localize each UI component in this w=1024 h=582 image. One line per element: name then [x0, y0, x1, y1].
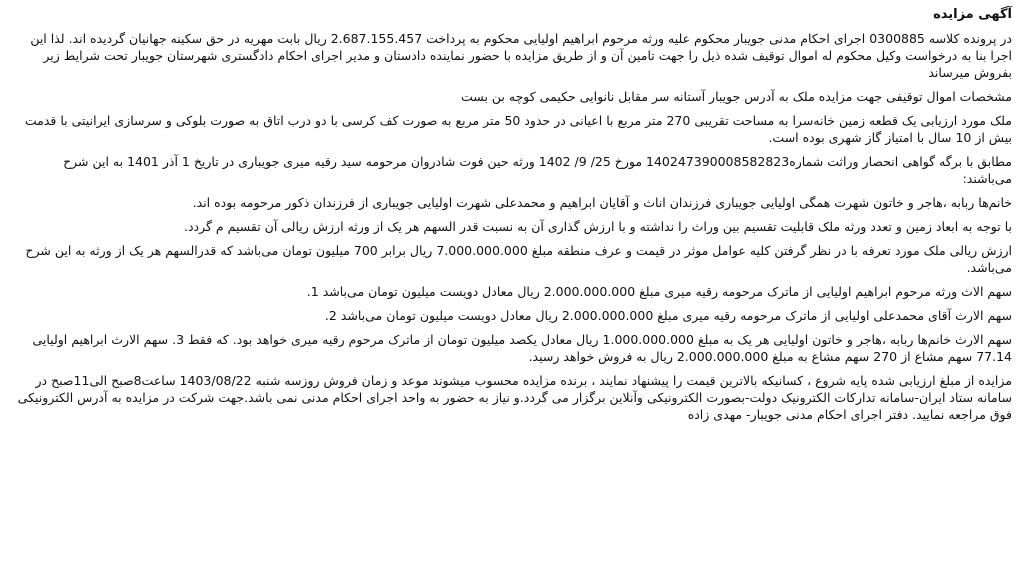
- case-intro-paragraph: در پرونده کلاسه 0300885 اجرای احکام مدنی جویبار محکوم علیه ورثه مرحوم ابراهیم اولیایی محکوم به پرداخت 2.687.155.457 ریال بابت مهریه در حق سکینه جهانیان گردیده اند. لذا این اجرا بنا به درخواست وکیل محکوم له اموال توقیف شده ذیل را جهت تامین آن و از طریق مزایده با حضور نماینده دادستان و مدیر اجرای احکام دادگستری شهرستان جویبار تحت شرایط زیر بفروش میرساند: [30, 31, 1012, 80]
- heirs-paragraph: خانم‌ها ربابه ،هاجر و خاتون شهرت همگی اولیایی جویباری فرزندان اناث و آقایان ابراهیم و محمدعلی شهرت اولیایی جویباری از فرزندان ذکور مرحومه بوده اند.: [192, 195, 1012, 210]
- valuation-paragraph: ارزش ریالی ملک مورد تعرفه با در نظر گرفتن کلیه عوامل موثر در قیمت و عرف منطقه مبلغ 7.000.000.000 ریال برابر 700 میلیون تومان می‌باشد که قدرالسهم هر یک از ورثه به این شرح می‌باشد.: [25, 243, 1012, 275]
- share-item-1: سهم الاث ورثه مرحوم ابراهیم اولیایی از ماترک مرحومه رقیه میری مبلغ 2.000.000.000 ریال معادل دویست میلیون تومان می‌باشد 1.: [306, 284, 1012, 299]
- division-paragraph: با توجه به ابعاد زمین و تعدد ورثه ملک قابلیت تقسیم بین وراث را نداشته و با ارزش گذاری آن به نسبت قدر السهم هر یک از ورثه ارزش ریالی آن تقسیم م گردد.: [183, 219, 1012, 234]
- share-item-2: سهم الارث آقای محمدعلی اولیایی از ماترک مرحومه رقیه میری مبلغ 2.000.000.000 ریال معادل دویست میلیون تومان می‌باشد 2.: [324, 308, 1012, 323]
- notice-title: آگهی مزایده: [933, 7, 1012, 22]
- inheritance-certificate-paragraph: مطابق با برگه گواهی انحصار وراثت شماره140247390008582823 مورخ 25/ 9/ 1402 ورثه حین فوت شادروان مرحومه سید رقیه میری جویباری در تاریخ 1 آذر 1401 به این شرح می‌باشند:: [63, 154, 1012, 186]
- auction-terms-paragraph: مزایده از مبلغ ارزیابی شده پایه شروع ، کسانیکه بالاترین قیمت را پیشنهاد نمایند ، برنده مزایده محسوب میشوند موعد و زمان فروش روزسه شنبه 1403/08/22 ساعت8صبح الی11صبح در سامانه ستاد ایران-سامانه تدارکات الکترونیک دولت-بصورت الکترونیکی وآنلاین برگزار می گردد.و نیاز به حضور به واحد اجرای احکام مدنی نمی باشد.جهت شرکت در مزایده به آدرس الکترونیکی فوق مراجعه نمایید. دفتر اجرای احکام مدنی جویبار- مهدی زاده: [17, 373, 1012, 422]
- property-description-paragraph: ملک مورد ارزیابی یک قطعه زمین خانه‌سرا به مساحت تقریبی 270 متر مربع با اعیانی در حدود 50 متر مربع به صورت کف کرسی با دو درب اتاق به صورت بلوکی و سرسازی ایرانیتی با قدمت بیش از 10 سال با امتیاز گاز شهری بوده است.: [24, 113, 1012, 145]
- property-address-paragraph: مشخصات اموال توقیفی جهت مزایده ملک به آدرس جویبار آستانه سر مقابل نانوایی حکیمی کوچه بن بست: [461, 89, 1012, 104]
- share-item-3: سهم الارث خانم‌ها ربابه ،هاجر و خاتون اولیایی هر یک به مبلغ 1.000.000.000 ریال معادل یکصد میلیون تومان از ماترک مرحوم رقیه میری خواهد بود. که فقط 3. سهم الارث ابراهیم اولیایی 77.14 سهم مشاع از 270 سهم مشاع به مبلغ 2.000.000.000 ریال به فروش خواهد رسید.: [32, 332, 1012, 364]
